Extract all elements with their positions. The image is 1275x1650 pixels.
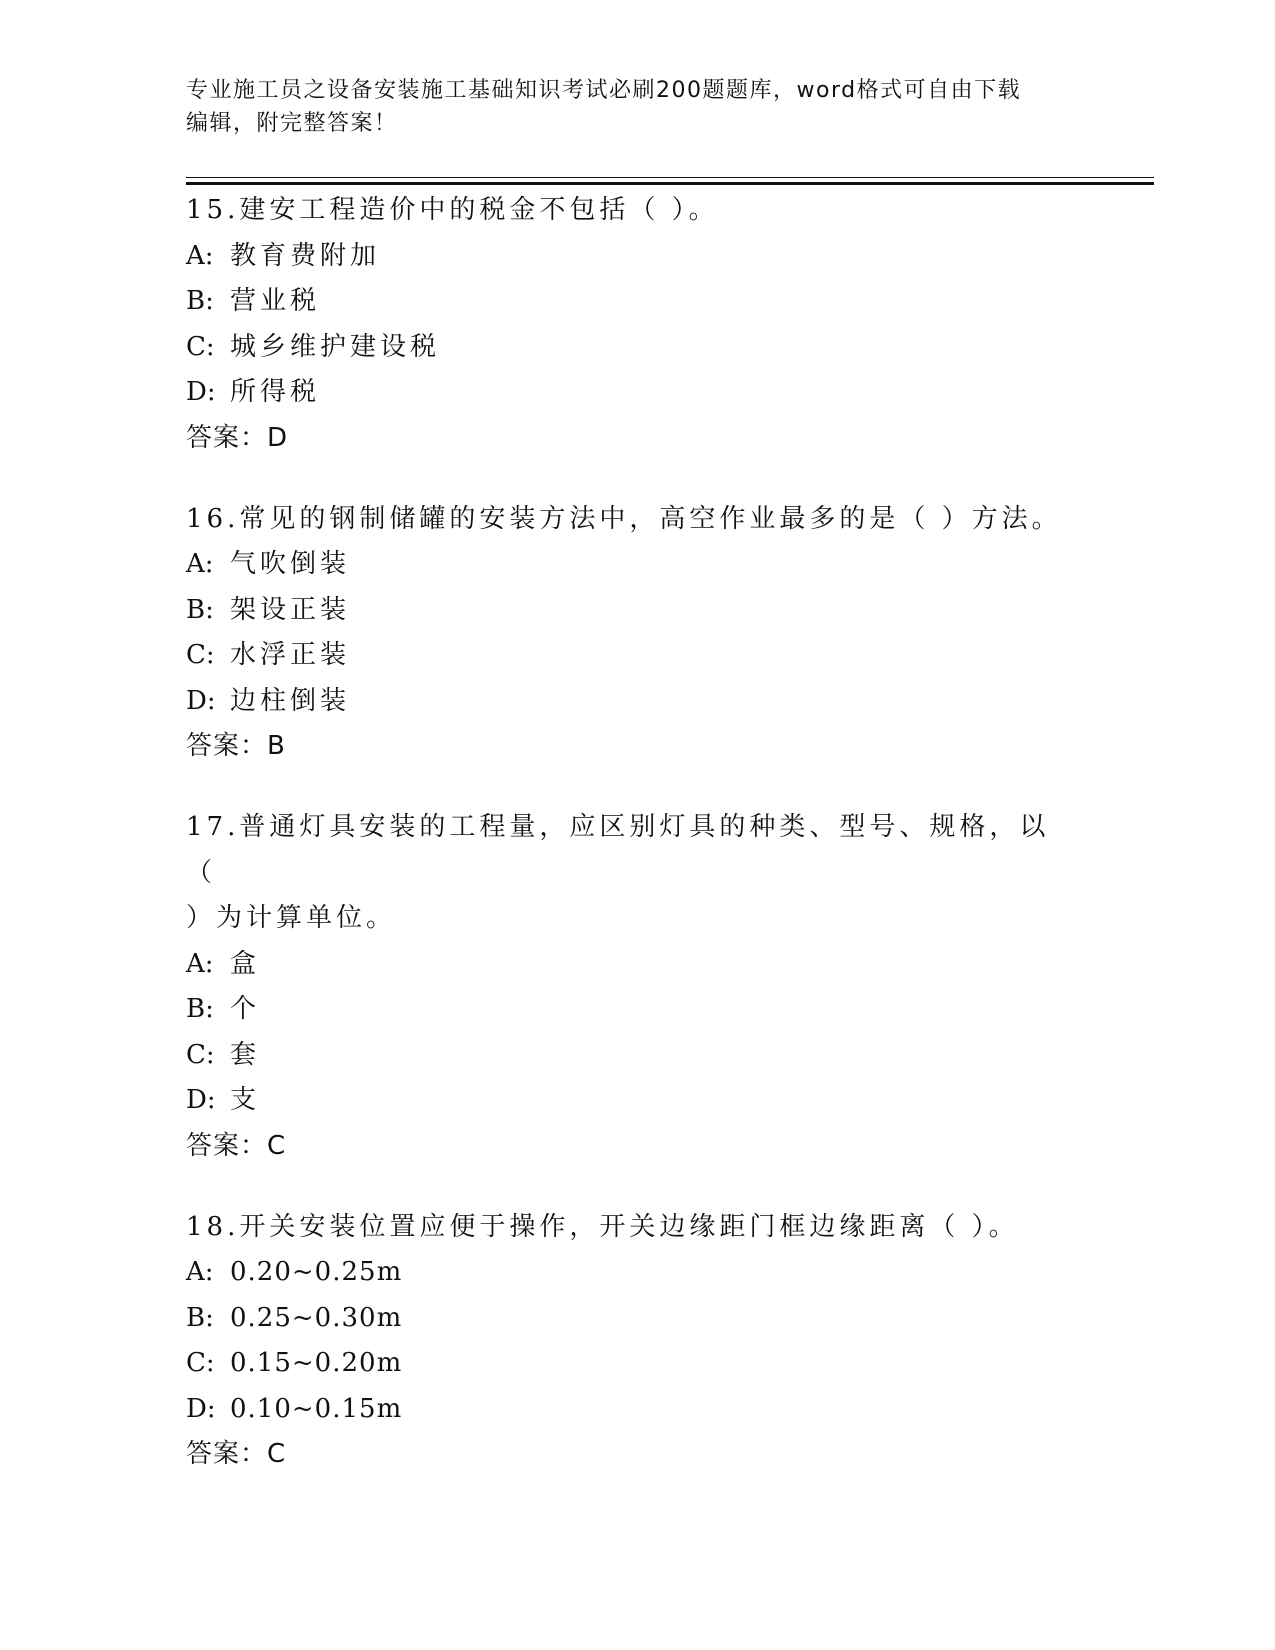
document-header [186,74,1066,140]
answer-line: 答案：C [186,1130,287,1161]
question-18 [186,1205,1066,1478]
option-b [186,588,1066,634]
option-a [186,234,1066,280]
option-a [186,942,1066,988]
option-d [186,1078,1066,1124]
answer-line: 答案：C [186,1439,287,1469]
question-17 [186,805,1066,1169]
option-key: C: [186,331,215,362]
option-text: 0.15~0.20m [230,1348,403,1378]
option-key: A: [186,1257,214,1287]
option-d [186,679,1066,725]
option-c [186,1341,1066,1387]
option-b [186,279,1066,325]
option-key: C: [186,1039,215,1070]
option-a [186,542,1066,588]
question-list [186,188,1066,1513]
option-b [186,1296,1066,1342]
question-stem: 16.常见的钢制储罐的安装方法中，高空作业最多的是（ ）方法。 [186,503,1062,534]
option-text: 架设正装 [230,594,351,625]
answer-line: 答案：D [186,422,289,453]
option-c [186,325,1066,371]
option-key: B: [186,994,214,1024]
question-stem: 15.建安工程造价中的税金不包括（ ）。 [186,195,719,225]
option-text: 0.10~0.15m [230,1393,403,1424]
option-text: 0.25~0.30m [230,1302,403,1333]
option-text: 所得税 [230,377,321,407]
question-15 [186,188,1066,461]
option-key: A: [186,240,214,271]
option-b [186,987,1066,1033]
option-key: D: [186,1085,216,1115]
question-16 [186,497,1066,770]
option-text: 个 [230,994,261,1024]
option-key: D: [186,377,216,407]
option-key: B: [186,594,214,625]
option-c [186,633,1066,679]
option-key: D: [186,1393,216,1424]
option-text: 教育费附加 [230,240,381,271]
option-key: C: [186,640,215,670]
header-title-line-1: 专业施工员之设备安装施工基础知识考试必刷200题题库，word格式可自由下载 [186,78,1022,103]
option-text: 套 [230,1039,261,1070]
option-text: 营业税 [230,286,321,316]
option-key: A: [186,549,214,579]
header-title-line-2: 编辑，附完整答案！ [186,111,398,136]
header-divider-thin [186,177,1154,178]
question-stem: 17.普通灯具安装的工程量，应区别灯具的种类、型号、规格，以（ [186,812,1050,888]
question-stem-continued: ）为计算单位。 [186,903,397,933]
option-key: B: [186,1302,214,1333]
question-stem: 18.开关安装位置应便于操作，开关边缘距门框边缘距离（ ）。 [186,1211,1019,1242]
header-divider-thick [186,182,1154,185]
option-a [186,1250,1066,1296]
option-d [186,1387,1066,1433]
option-key: C: [186,1348,215,1378]
option-c [186,1033,1066,1079]
option-d [186,370,1066,416]
option-key: A: [186,948,214,979]
option-text: 水浮正装 [230,640,351,670]
answer-line: 答案：B [186,731,286,761]
option-text: 气吹倒装 [230,549,351,579]
option-text: 0.20~0.25m [230,1257,403,1287]
option-key: B: [186,286,214,316]
option-text: 城乡维护建设税 [230,331,441,362]
option-text: 支 [230,1085,261,1115]
option-text: 边柱倒装 [230,685,351,716]
option-text: 盒 [230,948,261,979]
option-key: D: [186,685,216,716]
